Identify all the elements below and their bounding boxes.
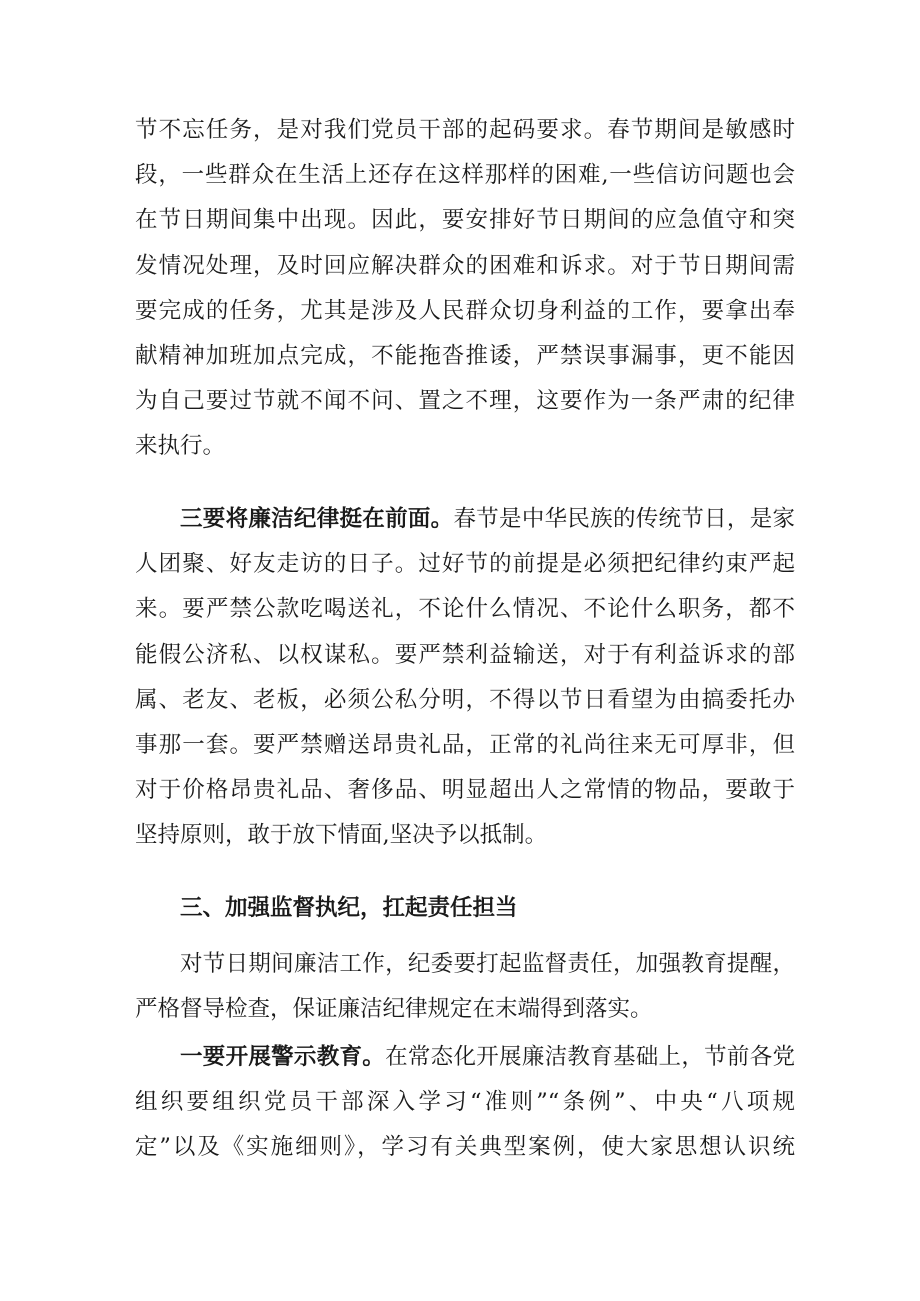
paragraph-holiday-duties <box>135 108 795 470</box>
paragraph-integrity-discipline <box>135 497 795 859</box>
paragraph-lead: 三要将廉洁纪律挺在前面。 <box>180 506 454 532</box>
text-line: 定”以及《实施细则》，学习有关典型案例，使大家思想认识统 <box>135 1134 795 1161</box>
text-line: 为自己要过节就不闻不问、置之不理，这要作为一条严肃的纪律 <box>135 388 795 415</box>
text-span: 在常态化开展廉洁教育基础上，节前各党 <box>385 1044 795 1070</box>
text-line: 段，一些群众在生活上还存在这样那样的困难,一些信访问题也会 <box>135 162 795 189</box>
text-line: 坚持原则，敢于放下情面,坚决予以抵制。 <box>135 822 548 849</box>
text-line: 严格督导检查，保证廉洁纪律规定在末端得到落实。 <box>135 996 653 1023</box>
text-line <box>135 497 795 542</box>
text-line <box>135 1035 795 1080</box>
text-line: 发情况处理，及时回应解决群众的困难和诉求。对于节日期间需 <box>135 252 795 279</box>
paragraph-warning-education <box>135 1035 795 1171</box>
text-span: 春节是中华民族的传统节日，是家 <box>453 506 795 532</box>
text-line: 要完成的任务，尤其是涉及人民群众切身利益的工作，要拿出奉 <box>135 297 795 324</box>
text-line: 来执行。 <box>135 433 226 460</box>
section-heading <box>135 886 795 931</box>
text-line: 对于价格昂贵礼品、奢侈品、明显超出人之常情的物品，要敢于 <box>135 777 795 804</box>
text-line: 事那一套。要严禁赠送昂贵礼品，正常的礼尚往来无可厚非，但 <box>135 731 795 758</box>
paragraph-supervision-intro <box>135 942 795 1032</box>
text-line: 在节日期间集中出现。因此，要安排好节日期间的应急值守和突 <box>135 207 795 234</box>
text-line: 属、老友、老板，必须公私分明，不得以节日看望为由搞委托办 <box>135 686 795 713</box>
text-line: 节不忘任务，是对我们党员干部的起码要求。春节期间是敏感时 <box>135 117 795 143</box>
text-line: 献精神加班加点完成，不能拖沓推诿，严禁误事漏事，更不能因 <box>135 342 795 369</box>
section-heading-text: 三、加强监督执纪，扛起责任担当 <box>180 895 518 921</box>
text-line: 来。要严禁公款吃喝送礼，不论什么情况、不论什么职务，都不 <box>135 596 795 623</box>
text-line: 对节日期间廉洁工作，纪委要打起监督责任，加强教育提醒， <box>180 951 795 977</box>
text-line: 能假公济私、以权谋私。要严禁利益输送，对于有利益诉求的部 <box>135 641 795 668</box>
text-line: 人团聚、好友走访的日子。过好节的前提是必须把纪律约束严起 <box>135 551 795 578</box>
text-line: 组织要组织党员干部深入学习“准则”“条例”、中央“八项规 <box>135 1089 795 1116</box>
paragraph-lead: 一要开展警示教育。 <box>180 1044 386 1070</box>
